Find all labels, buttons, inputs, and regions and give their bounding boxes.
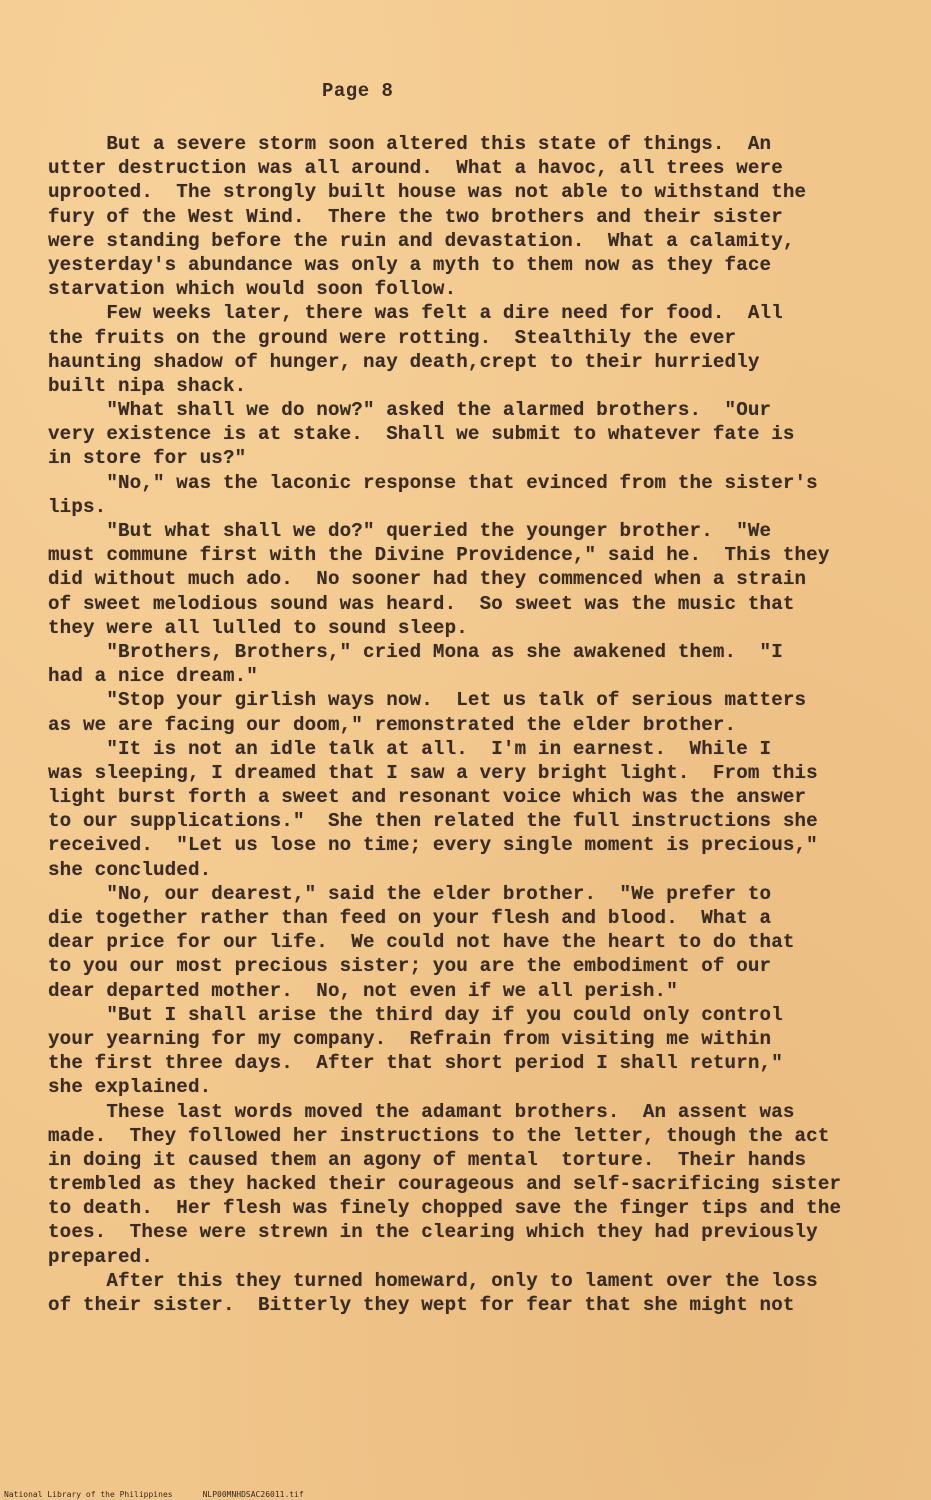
text-line: "Brothers, Brothers," cried Mona as she awakened them. "I [48, 640, 783, 663]
text-line: These last words moved the adamant brothers. An assent was [48, 1100, 795, 1123]
text-line: must commune first with the Divine Providence," said he. This they [48, 544, 830, 567]
text-line: to you our most precious sister; you are the embodiment of our [48, 955, 772, 978]
text-line: the fruits on the ground were rotting. Stealthily the ever [48, 326, 737, 349]
text-line: "Stop your girlish ways now. Let us talk of serious matters [48, 689, 807, 712]
text-line: trembled as they hacked their courageous and self-sacrificing sister [48, 1173, 842, 1196]
text-line: your yearning for my company. Refrain from visiting me within [48, 1027, 772, 1050]
text-line: very existence is at stake. Shall we submit to whatever fate is [48, 423, 795, 446]
text-line: "It is not an idle talk at all. I'm in earnest. While I [48, 737, 772, 760]
text-line: to our supplications." She then related the full instructions she [48, 810, 818, 833]
footer-institution: National Library of the Philippines [4, 1490, 173, 1499]
text-line: "But I shall arise the third day if you could only control [48, 1003, 783, 1026]
text-line: to death. Her flesh was finely chopped save the finger tips and the [48, 1197, 842, 1220]
text-line: received. "Let us lose no time; every single moment is precious," [48, 834, 818, 857]
text-line: of sweet melodious sound was heard. So sweet was the music that [48, 592, 795, 615]
text-line: dear departed mother. No, not even if we all perish." [48, 979, 678, 1002]
text-line: built nipa shack. [48, 374, 247, 397]
text-line: had a nice dream." [48, 665, 258, 688]
scan-footer [4, 1489, 927, 1500]
text-line: light burst forth a sweet and resonant voice which was the answer [48, 786, 807, 809]
text-line: she concluded. [48, 858, 212, 881]
text-line: uprooted. The strongly built house was not able to withstand the [48, 181, 807, 204]
text-line: haunting shadow of hunger, nay death,crept to their hurriedly [48, 350, 760, 373]
text-line: in store for us?" [48, 447, 247, 470]
text-line: as we are facing our doom," remonstrated the elder brother. [48, 713, 737, 736]
text-line: did without much ado. No sooner had they commenced when a strain [48, 568, 807, 591]
page-number: Page 8 [322, 80, 394, 102]
text-line: made. They followed her instructions to the letter, though the act [48, 1124, 830, 1147]
text-line: dear price for our life. We could not have the heart to do that [48, 931, 795, 954]
text-line: utter destruction was all around. What a havoc, all trees were [48, 157, 783, 180]
text-line: they were all lulled to sound sleep. [48, 616, 468, 639]
text-line: But a severe storm soon altered this state of things. An [48, 133, 772, 155]
text-line: starvation which would soon follow. [48, 278, 457, 301]
text-line: Few weeks later, there was felt a dire need for food. All [48, 302, 783, 325]
text-line: "No," was the laconic response that evinced from the sister's [48, 471, 818, 494]
text-line: "No, our dearest," said the elder brother. "We prefer to [48, 882, 772, 905]
text-line: "But what shall we do?" queried the younger brother. "We [48, 520, 772, 542]
text-line: she explained. [48, 1076, 212, 1099]
text-line: die together rather than feed on your flesh and blood. What a [48, 907, 772, 929]
text-line: was sleeping, I dreamed that I saw a very bright light. From this [48, 761, 818, 784]
text-line: yesterday's abundance was only a myth to them now as they face [48, 253, 772, 276]
body-text [48, 132, 878, 1317]
text-line: fury of the West Wind. There the two brothers and their sister [48, 205, 783, 228]
text-line: in doing it caused them an agony of mental torture. Their hands [48, 1148, 807, 1171]
footer-filename: NLP00MNHDSAC26011.tif [202, 1490, 304, 1499]
text-line: After this they turned homeward, only to lament over the loss [48, 1269, 818, 1292]
text-line: toes. These were strewn in the clearing which they had previously [48, 1221, 818, 1244]
text-line: of their sister. Bitterly they wept for fear that she might not [48, 1294, 795, 1316]
text-line: lips. [48, 495, 107, 518]
text-line: "What shall we do now?" asked the alarmed brothers. "Our [48, 399, 772, 422]
text-line: prepared. [48, 1245, 153, 1268]
text-line: were standing before the ruin and devastation. What a calamity, [48, 229, 795, 252]
text-line: the first three days. After that short period I shall return," [48, 1052, 783, 1075]
